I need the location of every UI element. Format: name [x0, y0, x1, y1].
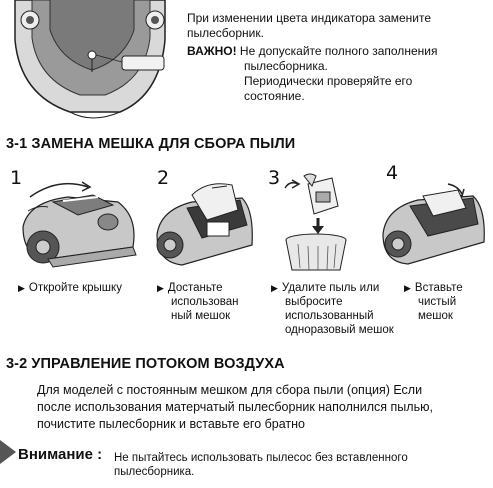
section1-title: 3-1 ЗАМЕНА МЕШКА ДЛЯ СБОРА ПЫЛИ	[6, 136, 296, 152]
step-4-line3: мешок	[418, 310, 453, 322]
step-3-number: 3	[268, 167, 281, 189]
indicator-note	[187, 11, 431, 41]
warning-label: Внимание :	[18, 446, 103, 463]
important-line1: Не допускайте полного заполнения	[239, 44, 438, 58]
step-3-line2: выбросите	[285, 296, 343, 308]
vacuum-remove-bag-illustration	[152, 180, 257, 275]
section2-line1: Для моделей с постоянным мешком для сбора пыли (опция) Если	[37, 383, 423, 397]
bullet-triangle-icon: ▶	[404, 283, 411, 293]
step-3-line1: Удалите пыль или	[281, 282, 380, 294]
indicator-note-line2: пылесборник.	[187, 26, 264, 40]
step-2-caption	[157, 281, 239, 323]
step-2-line1: Достаньте	[167, 282, 223, 294]
bullet-triangle-icon: ▶	[271, 283, 278, 293]
step-1-number: 1	[10, 167, 23, 189]
step-1-caption	[18, 281, 122, 295]
step-4-caption	[404, 281, 463, 323]
section2-title: 3-2 УПРАВЛЕНИЕ ПОТОКОМ ВОЗДУХА	[6, 356, 285, 372]
step-4-line1: Вставьте	[414, 282, 463, 294]
warning-triangle-icon	[0, 440, 18, 464]
indicator-note-line1: При изменении цвета индикатора замените	[187, 11, 432, 25]
important-line4: состояние.	[244, 89, 305, 103]
important-line2: пылесборника.	[244, 59, 328, 73]
important-label: ВАЖНО!	[187, 44, 237, 58]
step-2-line3: ный мешок	[171, 310, 231, 322]
step-1-line1: Откройте крышку	[28, 282, 122, 294]
step-3-line3: использованный	[285, 310, 374, 322]
step-4-line2: чистый	[418, 296, 457, 308]
step-3-line4: одноразовый мешок	[285, 324, 394, 336]
warning-text	[114, 451, 408, 479]
important-note	[187, 44, 487, 104]
step-2-number: 2	[157, 167, 170, 189]
important-line3: Периодически проверяйте его	[244, 74, 413, 88]
section2-line2: после использования матерчатый пылесборник наполнился пылью,	[37, 400, 433, 414]
bullet-triangle-icon: ▶	[18, 283, 25, 293]
step-3-caption	[271, 281, 394, 337]
section2-body	[37, 382, 433, 433]
step-2-line2: использован	[171, 296, 239, 308]
vacuum-insert-bag-illustration	[378, 176, 488, 271]
section2-line3: почистите пылесборник и вставьте его братно	[37, 417, 306, 431]
vacuum-top-illustration	[10, 0, 175, 125]
warning-line2: пылесборника.	[114, 466, 195, 478]
vacuum-open-lid-illustration	[8, 177, 143, 272]
warning-line1: Не пытайтесь использовать пылесос без вставленного	[114, 452, 408, 464]
step-4-number: 4	[386, 162, 399, 184]
bullet-triangle-icon: ▶	[157, 283, 164, 293]
dustbin-bag-illustration	[280, 170, 360, 270]
